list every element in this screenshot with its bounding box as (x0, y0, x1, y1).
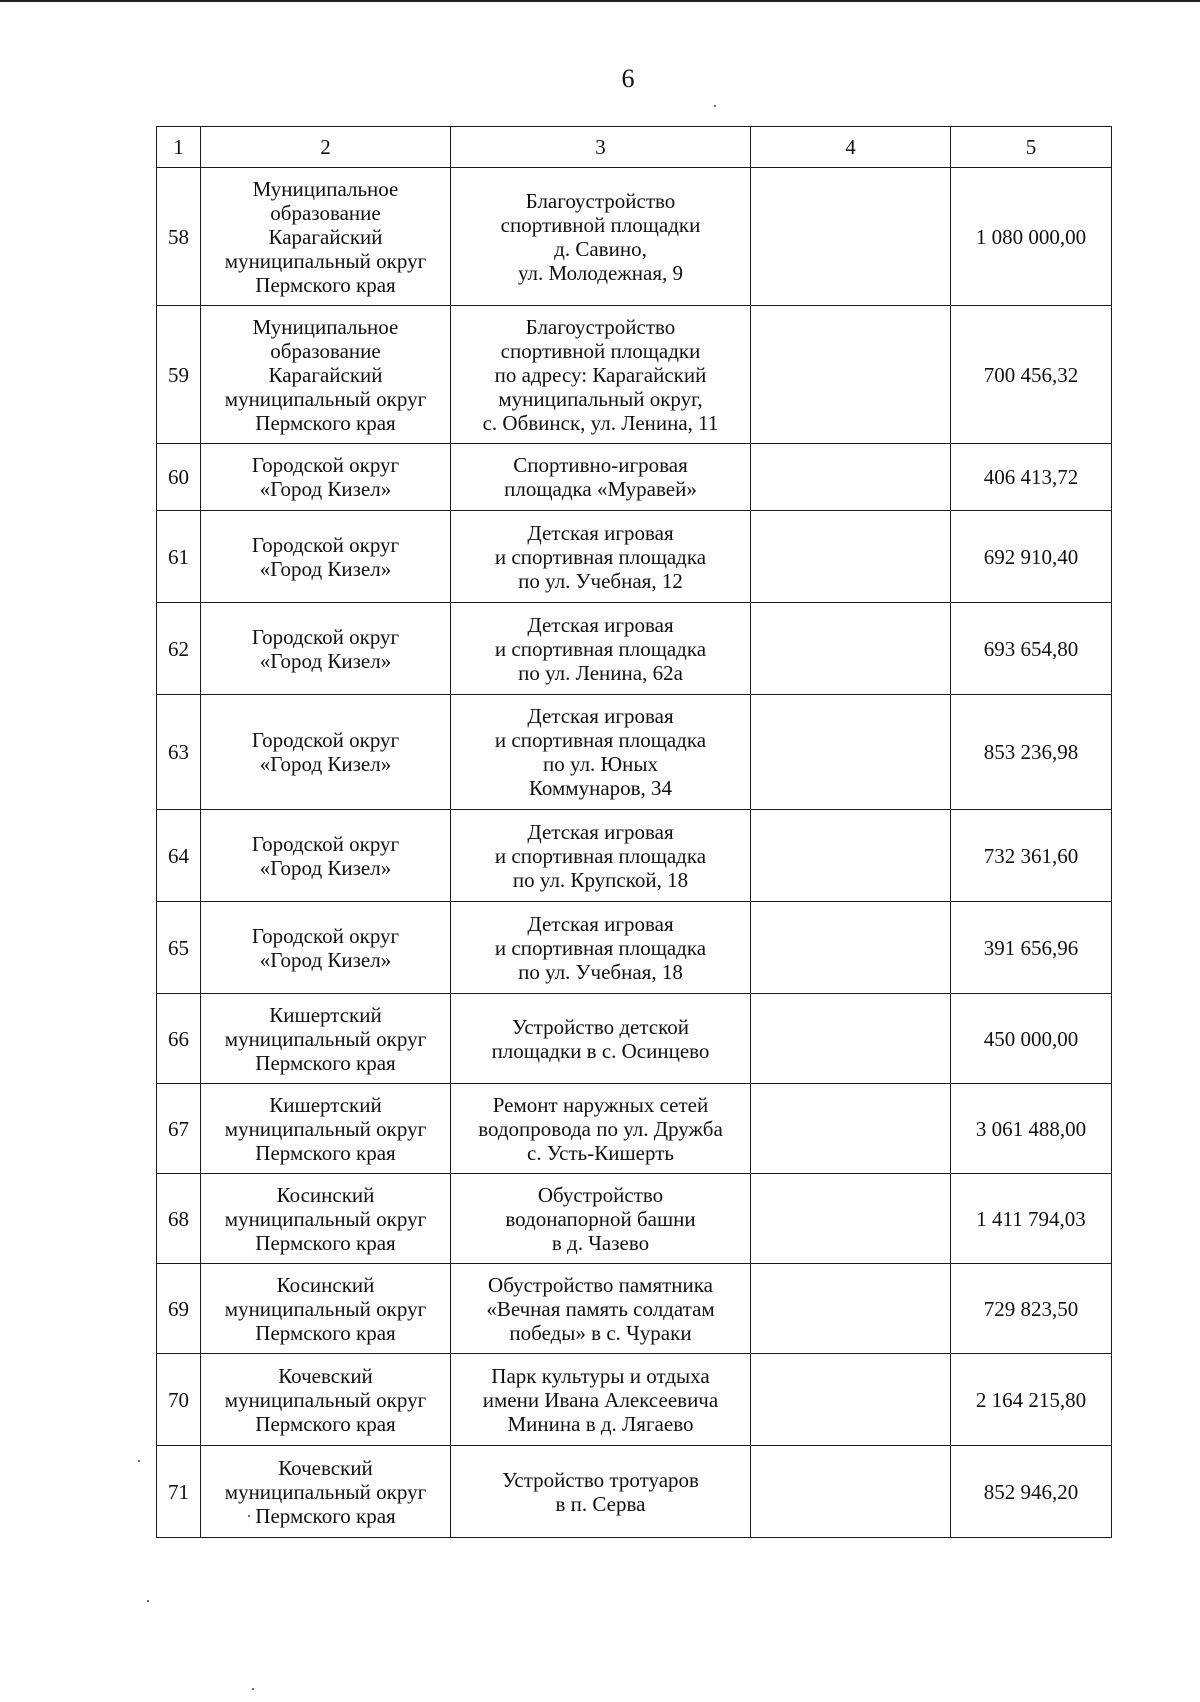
amount-cell: 732 361,60 (951, 810, 1112, 902)
amount-cell: 2 164 215,80 (951, 1354, 1112, 1446)
column-header-1: 1 (157, 127, 201, 168)
empty-cell (751, 1264, 951, 1354)
municipality-cell: Кочевский муниципальный округ Пермского края (201, 1446, 451, 1538)
row-number: 62 (157, 603, 201, 695)
table-row (157, 1354, 1112, 1446)
amount-cell: 692 910,40 (951, 511, 1112, 603)
municipality-cell: Муниципальное образование Карагайский муниципальный округ Пермского края (201, 168, 451, 306)
object-cell: Благоустройство спортивной площадки по адресу: Карагайский муниципальный округ, с. Обвинск, ул. Ленина, 11 (451, 306, 751, 444)
table-row (157, 511, 1112, 603)
amount-cell: 693 654,80 (951, 603, 1112, 695)
table-row (157, 306, 1112, 444)
municipality-cell: Городской округ «Город Кизел» (201, 511, 451, 603)
object-cell: Устройство детской площадки в с. Осинцево (451, 994, 751, 1084)
table-row (157, 168, 1112, 306)
column-header-4: 4 (751, 127, 951, 168)
object-cell: Обустройство водонапорной башни в д. Чазево (451, 1174, 751, 1264)
amount-cell: 853 236,98 (951, 695, 1112, 810)
empty-cell (751, 994, 951, 1084)
row-number: 68 (157, 1174, 201, 1264)
amount-cell: 1 080 000,00 (951, 168, 1112, 306)
object-cell: Обустройство памятника «Вечная память солдатам победы» в с. Чураки (451, 1264, 751, 1354)
empty-cell (751, 1174, 951, 1264)
table-row (157, 994, 1112, 1084)
table-row (157, 1264, 1112, 1354)
row-number: 63 (157, 695, 201, 810)
municipality-cell: Городской округ «Город Кизел» (201, 902, 451, 994)
row-number: 65 (157, 902, 201, 994)
amount-cell: 450 000,00 (951, 994, 1112, 1084)
amount-cell: 391 656,96 (951, 902, 1112, 994)
row-number: 70 (157, 1354, 201, 1446)
object-cell: Ремонт наружных сетей водопровода по ул. Дружба с. Усть-Кишерть (451, 1084, 751, 1174)
empty-cell (751, 810, 951, 902)
empty-cell (751, 511, 951, 603)
row-number: 69 (157, 1264, 201, 1354)
municipality-cell: Кочевский муниципальный округ Пермского края (201, 1354, 451, 1446)
funding-table (156, 126, 1112, 1538)
column-header-2: 2 (201, 127, 451, 168)
empty-cell (751, 603, 951, 695)
row-number: 71 (157, 1446, 201, 1538)
municipality-cell: Муниципальное образование Карагайский муниципальный округ Пермского края (201, 306, 451, 444)
table-row (157, 1446, 1112, 1538)
municipality-cell: Косинский муниципальный округ Пермского края (201, 1174, 451, 1264)
municipality-cell: Городской округ «Город Кизел» (201, 695, 451, 810)
empty-cell (751, 1084, 951, 1174)
table-row (157, 1174, 1112, 1264)
scan-speck (138, 1460, 140, 1462)
row-number: 67 (157, 1084, 201, 1174)
table-row (157, 902, 1112, 994)
scan-speck (147, 1600, 149, 1602)
municipality-cell: Городской округ «Город Кизел» (201, 444, 451, 511)
empty-cell (751, 1446, 951, 1538)
amount-cell: 1 411 794,03 (951, 1174, 1112, 1264)
amount-cell: 852 946,20 (951, 1446, 1112, 1538)
empty-cell (751, 1354, 951, 1446)
table-row (157, 603, 1112, 695)
amount-cell: 3 061 488,00 (951, 1084, 1112, 1174)
municipality-cell: Городской округ «Город Кизел» (201, 810, 451, 902)
column-header-3: 3 (451, 127, 751, 168)
object-cell: Детская игровая и спортивная площадка по ул. Учебная, 18 (451, 902, 751, 994)
amount-cell: 700 456,32 (951, 306, 1112, 444)
column-header-5: 5 (951, 127, 1112, 168)
empty-cell (751, 168, 951, 306)
amount-cell: 406 413,72 (951, 444, 1112, 511)
scan-speck (714, 105, 716, 107)
row-number: 64 (157, 810, 201, 902)
municipality-cell: Кишертский муниципальный округ Пермского края (201, 994, 451, 1084)
municipality-cell: Кишертский муниципальный округ Пермского края (201, 1084, 451, 1174)
object-cell: Устройство тротуаров в п. Серва (451, 1446, 751, 1538)
object-cell: Спортивно-игровая площадка «Муравей» (451, 444, 751, 511)
scan-speck (252, 1688, 254, 1690)
object-cell: Детская игровая и спортивная площадка по ул. Крупской, 18 (451, 810, 751, 902)
page-top-edge (0, 0, 1200, 2)
amount-cell: 729 823,50 (951, 1264, 1112, 1354)
table-header-row (157, 127, 1112, 168)
empty-cell (751, 444, 951, 511)
empty-cell (751, 695, 951, 810)
row-number: 60 (157, 444, 201, 511)
row-number: 58 (157, 168, 201, 306)
municipality-cell: Городской округ «Город Кизел» (201, 603, 451, 695)
object-cell: Детская игровая и спортивная площадка по ул. Юных Коммунаров, 34 (451, 695, 751, 810)
row-number: 61 (157, 511, 201, 603)
empty-cell (751, 306, 951, 444)
table-row (157, 1084, 1112, 1174)
object-cell: Детская игровая и спортивная площадка по ул. Учебная, 12 (451, 511, 751, 603)
table-row (157, 444, 1112, 511)
row-number: 66 (157, 994, 201, 1084)
object-cell: Парк культуры и отдыха имени Ивана Алексеевича Минина в д. Лягаево (451, 1354, 751, 1446)
table-row (157, 810, 1112, 902)
empty-cell (751, 902, 951, 994)
page-number: 6 (621, 64, 635, 93)
row-number: 59 (157, 306, 201, 444)
table-row (157, 695, 1112, 810)
object-cell: Детская игровая и спортивная площадка по ул. Ленина, 62а (451, 603, 751, 695)
object-cell: Благоустройство спортивной площадки д. Савино, ул. Молодежная, 9 (451, 168, 751, 306)
municipality-cell: Косинский муниципальный округ Пермского края (201, 1264, 451, 1354)
